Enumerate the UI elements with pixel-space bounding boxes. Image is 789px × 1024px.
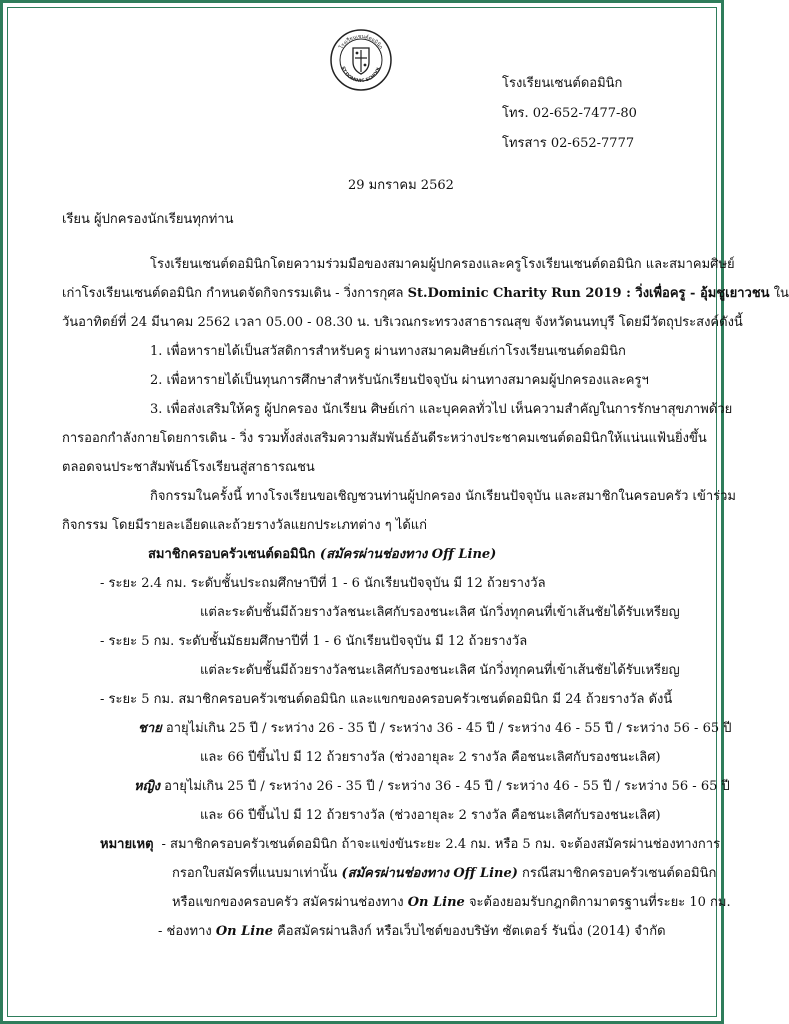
note-line-2-pre: กรอกใบสมัครที่แนบมาเท่านั้น (172, 866, 342, 881)
objective-1: 1. เพื่อหารายได้เป็นสวัสดิการสำหรับครู ผ่านทางสมาคมศิษย์เก่าโรงเรียนเซนต์ดอมินิก (150, 344, 626, 359)
logo-top-text: โรงเรียนเซนต์ดอมินิก (338, 33, 384, 51)
female-line-1: อายุไม่เกิน 25 ปี / ระหว่าง 26 - 35 ปี / ระหว่าง 36 - 45 ปี / ระหว่าง 46 - 55 ปี / ระหว่าง 56 - 65 ปี (160, 779, 730, 794)
intro-line-2 (62, 286, 789, 302)
male-line-2: และ 66 ปีขึ้นไป มี 12 ถ้วยรางวัล (ช่วงอายุละ 2 รางวัล คือชนะเลิศกับรองชนะเลิศ) (200, 750, 661, 765)
objective-3-line-3: ตลอดจนประชาสัมพันธ์โรงเรียนสู่สาธารณชน (62, 460, 315, 475)
objective-3-line-2: การออกกำลังกายโดยการเดิน - วิ่ง รวมทั้งส่งเสริมความสัมพันธ์อันดีระหว่างประชาคมเซนต์ดอมินิกให้แน่นแฟ้นยิ่งขึ้น (62, 431, 707, 446)
objective-3-line-1: 3. เพื่อส่งเสริมให้ครู ผู้ปกครอง นักเรียน ศิษย์เก่า และบุคคลทั่วไป เห็นความสำคัญในการรักษาสุขภาพด้วย (150, 402, 733, 417)
race-2.4km-primary: - ระยะ 2.4 กม. ระดับชั้นประถมศึกษาปีที่ 1 - 6 นักเรียนปัจจุบัน มี 12 ถ้วยรางวัล (100, 576, 546, 591)
note-line-1 (100, 837, 720, 853)
race-5km-secondary-detail: แต่ละระดับชั้นมีถ้วยรางวัลชนะเลิศกับรองชนะเลิศ นักวิ่งทุกคนที่เข้าเส้นชัยได้รับเหรียญ (200, 663, 680, 678)
note-line-3-post: จะต้องยอมรับกฎกติกามาตรฐานที่ระยะ 10 กม. (464, 895, 731, 910)
section-title-channel: (สมัครผ่านช่องทาง Off Line) (319, 547, 497, 562)
school-name: โรงเรียนเซนต์ดอมินิก (502, 76, 623, 91)
invitation-line-1: กิจกรรมในครั้งนี้ ทางโรงเรียนขอเชิญชวนท่านผู้ปกครอง นักเรียนปัจจุบัน และสมาชิกในครอบครัว เข้าร่วม (150, 489, 736, 504)
objective-2: 2. เพื่อหารายได้เป็นทุนการศึกษาสำหรับนักเรียนปัจจุบัน ผ่านทางสมาคมผู้ปกครองและครูฯ (150, 373, 649, 388)
note-text-1: - สมาชิกครอบครัวเซนต์ดอมินิก ถ้าจะแข่งขันระยะ 2.4 กม. หรือ 5 กม. จะต้องสมัครผ่านช่องทางการ (161, 837, 721, 852)
letter-date: 29 มกราคม 2562 (348, 178, 454, 193)
section-title-main: สมาชิกครอบครัวเซนต์ดอมินิก (148, 547, 320, 562)
intro-line-1: โรงเรียนเซนต์ดอมินิกโดยความร่วมมือของสมาคมผู้ปกครองและครูโรงเรียนเซนต์ดอมินิก และสมาคมศิษย์ (150, 257, 735, 272)
race-2.4km-primary-detail: แต่ละระดับชั้นมีถ้วยรางวัลชนะเลิศกับรองชนะเลิศ นักวิ่งทุกคนที่เข้าเส้นชัยได้รับเหรียญ (200, 605, 680, 620)
note-line-3-pre: หรือแขกของครอบครัว สมัครผ่านช่องทาง (172, 895, 408, 910)
intro-line-2-pre: เก่าโรงเรียนเซนต์ดอมินิก กำหนดจัดกิจกรรมเดิน - วิ่งการกุศล (62, 286, 408, 301)
male-age-groups (138, 721, 732, 737)
note-line-3 (172, 895, 731, 911)
invitation-line-2: กิจกรรม โดยมีรายละเอียดและถ้วยรางวัลแยกประเภทต่าง ๆ ได้แก่ (62, 518, 428, 533)
note-line-4-post: คือสมัครผ่านลิงก์ หรือเว็บไซต์ของบริษัท ซัตเตอร์ รันนิ่ง (2014) จำกัด (272, 924, 666, 939)
female-line-2: และ 66 ปีขึ้นไป มี 12 ถ้วยรางวัล (ช่วงอายุละ 2 รางวัล คือชนะเลิศกับรองชนะเลิศ) (200, 808, 661, 823)
note-online-channel: On Line (407, 895, 465, 910)
female-age-groups (134, 779, 730, 795)
intro-line-3: วันอาทิตย์ที่ 24 มีนาคม 2562 เวลา 05.00 - 08.30 น. บริเวณกระทรวงสาธารณสุข จังหวัดนนทบุรี โดยมีวัตถุประสงค์ดังนี้ (62, 315, 743, 330)
school-crest-icon (329, 28, 393, 92)
note-line-4-pre: - ช่องทาง (158, 924, 216, 939)
event-name: St.Dominic Charity Run 2019 : วิ่งเพื่อครู - อุ้มชูเยาวชน (407, 286, 770, 301)
race-5km-secondary: - ระยะ 5 กม. ระดับชั้นมัธยมศึกษาปีที่ 1 - 6 นักเรียนปัจจุบัน มี 12 ถ้วยรางวัล (100, 634, 528, 649)
intro-line-2-post: ใน (769, 286, 789, 301)
note-offline-channel: (สมัครผ่านช่องทาง Off Line) (341, 866, 518, 881)
salutation: เรียน ผู้ปกครองนักเรียนทุกท่าน (62, 212, 234, 227)
male-line-1: อายุไม่เกิน 25 ปี / ระหว่าง 26 - 35 ปี / ระหว่าง 36 - 45 ปี / ระหว่าง 46 - 55 ปี / ระหว่าง 56 - 65 ปี (161, 721, 732, 736)
note-line-4 (158, 924, 666, 940)
note-online-label: On Line (215, 924, 273, 939)
male-label: ชาย (138, 721, 162, 736)
section-title (148, 547, 496, 563)
note-line-2-post: กรณีสมาชิกครอบครัวเซนต์ดอมินิก (517, 866, 717, 881)
fax-number: โทรสาร 02-652-7777 (502, 136, 635, 151)
note-line-2 (172, 866, 716, 882)
race-5km-family: - ระยะ 5 กม. สมาชิกครอบครัวเซนต์ดอมินิก และแขกของครอบครัวเซนต์ดอมินิก มี 24 ถ้วยรางวัล ดังนี้ (100, 692, 673, 707)
logo-bottom-text: ST.DOMINIC SCHOOL (339, 66, 383, 85)
note-label: หมายเหตุ (100, 837, 154, 852)
phone-number: โทร. 02-652-7477-80 (502, 106, 637, 121)
female-label: หญิง (134, 779, 160, 794)
